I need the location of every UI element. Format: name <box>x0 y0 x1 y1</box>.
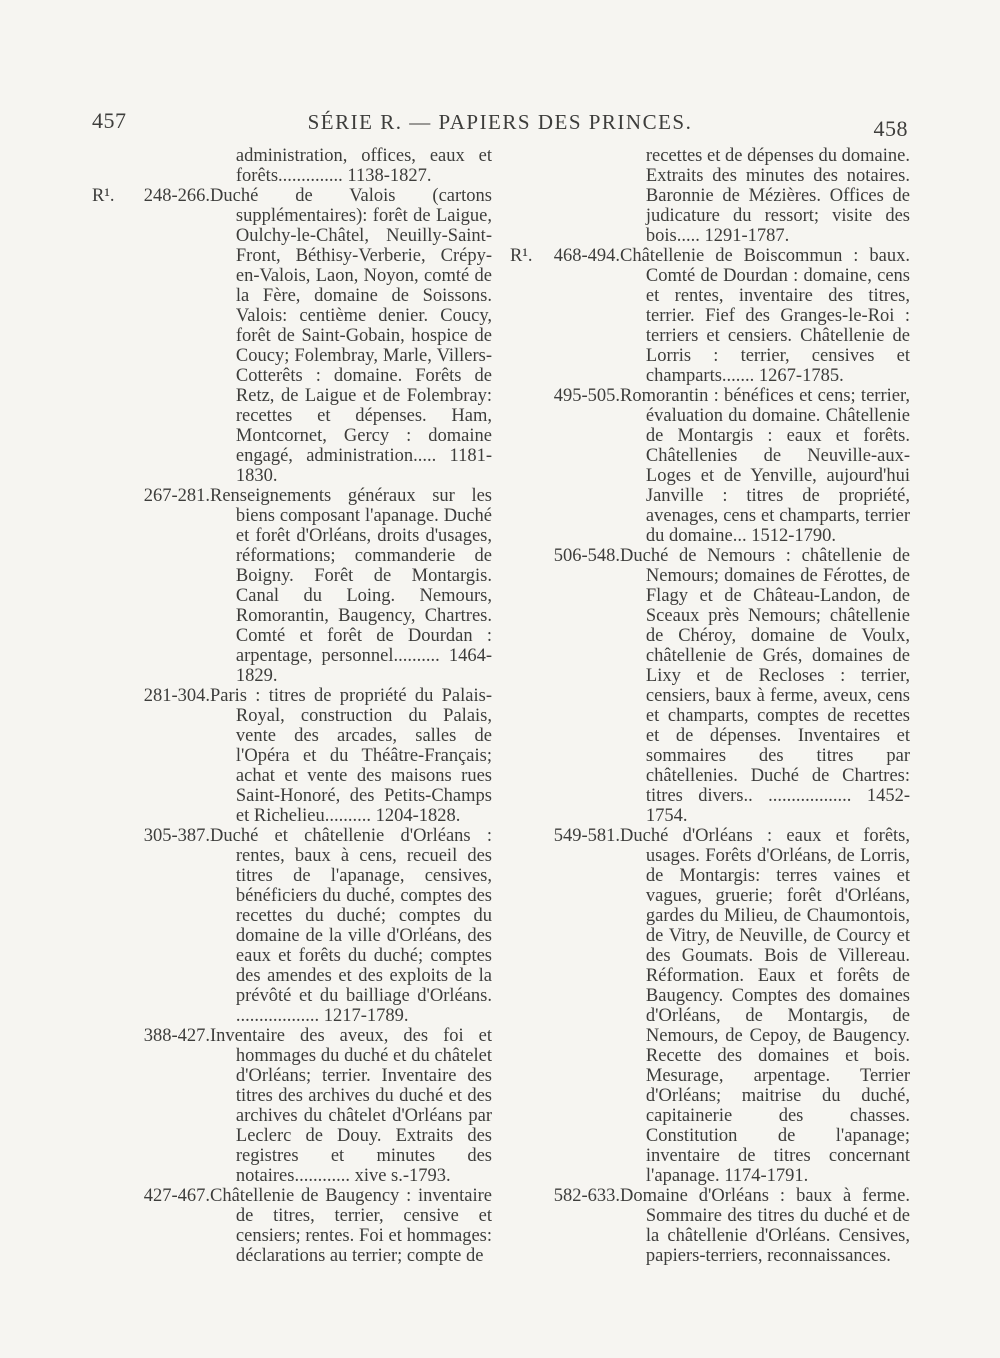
catalog-entry <box>92 826 492 1026</box>
entry-description: Paris : titres de propriété du Palais-Royal, construction du Palais, vente des arcades, salles de l'Opéra et du Théâtre-Français; achat et vente des maisons rues Saint-Honoré, des Petits-Champs et Richelieu.......... 1204-1828. <box>210 686 492 826</box>
series-prefix: R¹. <box>92 186 115 206</box>
series-prefix: R¹. <box>510 246 533 266</box>
catalog-entry <box>92 1186 492 1266</box>
catalog-entry <box>510 1186 910 1266</box>
entry-reference <box>510 1186 620 1206</box>
entry-reference <box>92 186 210 206</box>
catalog-entry <box>510 546 910 826</box>
carton-range: 248-266. <box>143 186 210 206</box>
entry-description: Domaine d'Orléans : baux à ferme. Sommaire des titres du duché et de la châtellenie d'Orléans. Censives, papiers-terriers, reconnaissances. <box>620 1186 910 1266</box>
entry-reference <box>510 826 620 846</box>
entry-description: Romorantin : bénéfices et cens; terrier, évaluation du domaine. Châtellenie de Montargis : eaux et forêts. Châtellenies de Neuville-aux-Loges et de Yenville, aujourd'hui Janville : titres de propriété, avenages, cens et champarts, terrier du domaine... 1512-1790. <box>620 386 910 546</box>
catalog-entry <box>92 486 492 686</box>
entry-description: Renseignements généraux sur les biens composant l'apanage. Duché et forêt d'Orléans, droits d'usages, réformations; commanderie de Boigny. Forêt de Montargis. Canal du Loing. Nemours, Romorantin, Baugency, Chartres. Comté et forêt de Dourdan : arpentage, personnel.......... 1464-1829. <box>210 486 492 686</box>
entry-reference <box>510 246 620 266</box>
entry-description: Duché et châtellenie d'Orléans : rentes, baux à cens, recueil des titres de l'apanage, censives, bénéficiers du duché, comptes des recettes du duché; comptes du domaine de la ville d'Orléans, des eaux et forêts du duché; comptes des amendes et des exploits de la prévôté et du bailliage d'Orléans. .................. 1217-1789. <box>210 826 492 1026</box>
carton-range: 267-281. <box>143 486 210 506</box>
carton-range: 582-633. <box>553 1186 620 1206</box>
catalog-entry <box>92 1026 492 1186</box>
entry-description: Duché de Nemours : châtellenie de Nemours; domaines de Férottes, de Flagy et de Château-Landon, de Sceaux près Nemours; châtellenie de Chéroy, domaine de Voulx, châtellenie de Grés, domaines de Lixy et de Recloses : terrier, censiers, baux à ferme, aveux, cens et champarts, comptes de recettes et de dépenses. Inventaires et sommaires des titres par châtellenies. Duché de Chartres: titres divers.. .................. 1452-1754. <box>620 546 910 826</box>
entry-reference <box>92 686 210 706</box>
carton-range: 549-581. <box>553 826 620 846</box>
right-column <box>510 146 910 1266</box>
page-number-right: 458 <box>873 116 908 141</box>
carton-range: 305-387. <box>143 826 210 846</box>
entry-reference <box>92 486 210 506</box>
carton-range: 427-467. <box>143 1186 210 1206</box>
entry-reference <box>510 386 620 406</box>
catalog-entry <box>510 246 910 386</box>
entry-reference <box>92 1186 210 1206</box>
carton-range: 506-548. <box>553 546 620 566</box>
entry-description: Duché de Valois (cartons supplémentaires): forêt de Laigue, Oulchy-le-Châtel, Neuilly-Saint-Front, Béthisy-Verberie, Crépy-en-Valois, Laon, Noyon, comté de la Fère, domaine de Soissons. Valois: centième denier. Coucy, forêt de Saint-Gobain, hospice de Coucy; Folembray, Marle, Villers-Cotterêts : domaine. Forêts de Retz, de Laigue et de Folembray: recettes et dépenses. Ham, Montcornet, Gercy : domaine engagé, administration..... 1181-1830. <box>210 186 492 486</box>
entry-reference <box>510 546 620 566</box>
catalog-entry <box>92 686 492 826</box>
catalog-entry <box>92 186 492 486</box>
carton-range: 281-304. <box>143 686 210 706</box>
entry-description: Châtellenie de Boiscommun : baux. Comté de Dourdan : domaine, cens et rentes, inventaire des titres, terrier. Fief des Granges-le-Roi : terriers et censiers. Châtellenie de Lorris : terrier, censives et champarts....... 1267-1785. <box>620 246 910 386</box>
catalog-entry <box>510 826 910 1186</box>
entry-description: Duché d'Orléans : eaux et forêts, usages. Forêts d'Orléans, de Lorris, de Montargis: terres vaines et vagues, gruerie; forêt d'Orléans, gardes du Milieu, de Chaumontois, de Vitry, de Neuville, de Courcy et des Goumats. Bois de Villereau. Réformation. Eaux et forêts de Baugency. Comptes des domaines d'Orléans, de Montargis, de Nemours, de Cepoy, de Baugency. Recette des domaines et bois. Mesurage, arpentage. Terrier d'Orléans; maitrise du duché, capitainerie des chasses. Constitution de l'apanage; inventaire de titres concernant l'apanage. 1174-1791. <box>620 826 910 1186</box>
catalog-entry <box>510 146 910 246</box>
entry-reference <box>92 1026 210 1046</box>
left-column <box>92 146 492 1266</box>
catalog-entry <box>92 146 492 186</box>
running-title: SÉRIE R. — PAPIERS DES PRINCES. <box>307 110 693 134</box>
page-number-left: 457 <box>92 108 127 133</box>
entry-description: Châtellenie de Baugency : inventaire de titres, terrier, censive et censiers; rentes. Foi et hommages: déclarations au terrier; compte de <box>210 1186 492 1266</box>
carton-range: 468-494. <box>553 246 620 266</box>
carton-range: 388-427. <box>143 1026 210 1046</box>
entry-reference <box>92 826 210 846</box>
entry-description: Inventaire des aveux, des foi et hommages du duché et du châtelet d'Orléans; terrier. Inventaire des titres des archives du duché et des archives du châtelet d'Orléans par Leclerc de Douy. Extraits des registres et minutes des notaires............ xive s.-1793. <box>210 1026 492 1186</box>
catalog-entry <box>510 386 910 546</box>
entry-description: recettes et de dépenses du domaine. Extraits des minutes des notaires. Baronnie de Mézières. Offices de judicature du ressort; visite des bois..... 1291-1787. <box>645 146 910 246</box>
carton-range: 495-505. <box>553 386 620 406</box>
entry-description: administration, offices, eaux et forêts.............. 1138-1827. <box>235 146 492 186</box>
